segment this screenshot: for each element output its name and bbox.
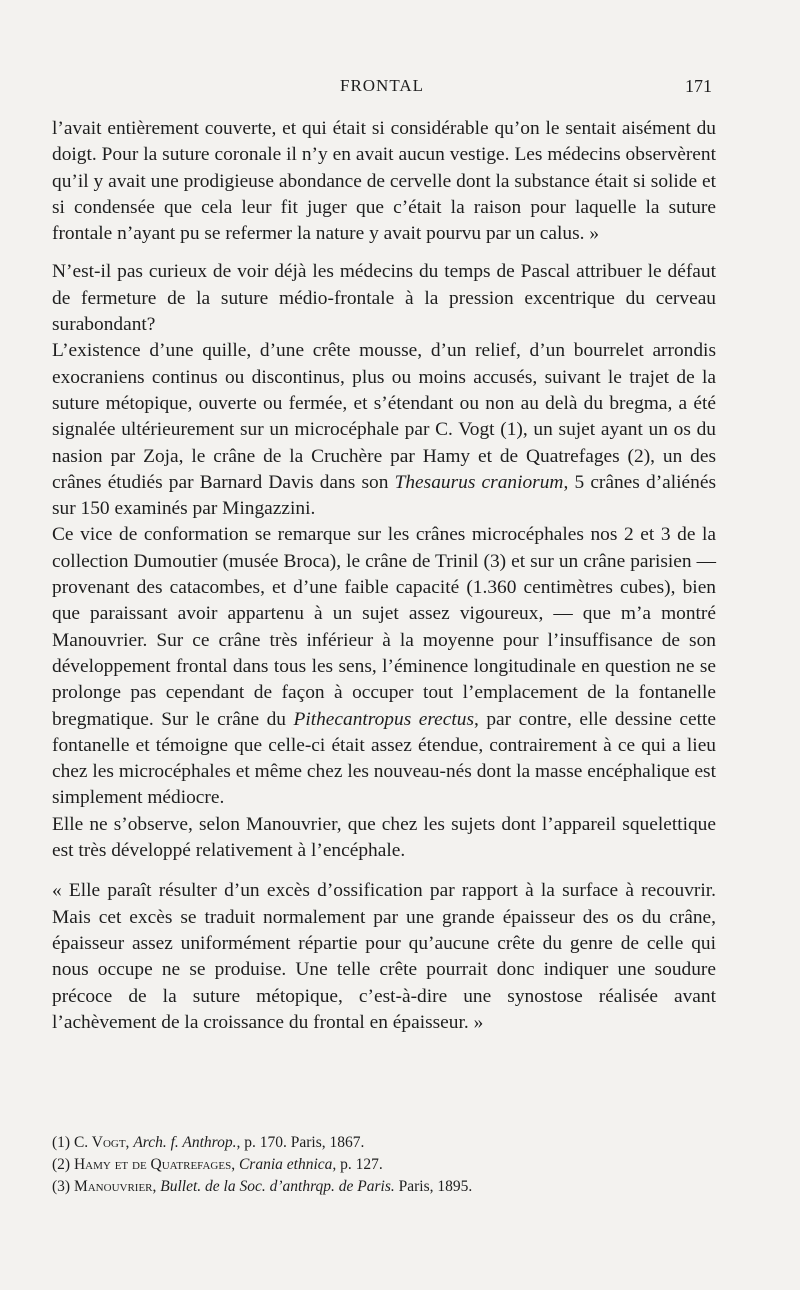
paragraph-3-text: L’existence d’une quille, d’une crête mousse, d’un relief, d’un bourrelet arrondis exocraniens continus ou discontinus, plus ou moins accusés, suivant le trajet de la suture métopique, ouverte ou fermée, et s’étendant ou non au delà du bregma, a été signalée ultérieurement sur un microcéphale par C. Vogt (1), un sujet ayant un os du nasion par Zoja, le crâne de la Cruchère par Hamy et de Quatrefages (2), un des crânes étudiés par Barnard Davis dans son [52, 340, 716, 493]
thesaurus-title: Thesaurus craniorum [394, 471, 564, 493]
footnote-1: (1) C. Vogt, Arch. f. Anthrop., p. 170. Paris, 1867. [52, 1134, 365, 1151]
paragraph-4-end: , par contre, elle dessine cette fontanelle et témoigne que celle-ci était assez étendue, contrairement à ce qui a lieu chez les microcéphales et même chez les nouveau-nés dont la masse encéphalique est simplement médiocre. [52, 708, 716, 809]
running-title: FRONTAL [339, 76, 425, 95]
footnotes [52, 1132, 716, 1198]
paragraph-4-text: Ce vice de conformation se remarque sur les crânes microcéphales nos 2 et 3 de la collection Dumoutier (musée Broca), le crâne de Trinil (3) et sur un crâne parisien — provenant des catacombes, et d’une faible capacité (1.360 centimètres cubes), bien que paraissant avoir appartenu à un sujet assez vigoureux, — que m’a montré Manouvrier. Sur ce crâne très inférieur à la moyenne pour l’insuffisance de son développement frontal dans tous les sens, l’éminence longitudinale en question ne se prolonge pas cependant de façon à occuper tout l’emplacement de la fontanelle bregmatique. Sur le crâne du [52, 524, 716, 730]
footnote-2: (2) Hamy et de Quatrefages, Crania ethnica, p. 127. [52, 1156, 383, 1173]
paragraph-3 [52, 338, 716, 522]
footnote-3: (3) Manouvrier, Bullet. de la Soc. d’anthrqp. de Paris. Paris, 1895. [52, 1178, 473, 1195]
paragraph-3-end: , 5 crânes d’aliénés sur 150 examinés par Mingazzini. [52, 471, 716, 520]
page-number: 171 [685, 76, 712, 96]
paragraph-2: N’est-il pas curieux de voir déjà les médecins du temps de Pascal attribuer le défaut de fermeture de la suture médio-frontale à la pression excentrique du cerveau surabondant? [52, 261, 716, 336]
paragraph-5: Elle ne s’observe, selon Manouvrier, que chez les sujets dont l’appareil squelettique est très développé relativement à l’encéphale. [52, 813, 716, 862]
pithecanthropus-title: Pithecantropus erectus [293, 708, 475, 730]
quote-paragraph: « Elle paraît résulter d’un excès d’ossification par rapport à la surface à recouvrir. Mais cet excès se traduit normalement par une grande épaisseur des os du crâne, épaisseur assez uniformément répartie pour qu’aucune crête du genre de celle qui nous occupe ne se produise. Une telle crête pourrait donc indiquer une soudure précoce de la suture métopique, c’est-à-dire une synostose réalisée avant l’achèvement de la croissance du frontal en épaisseur. » [52, 880, 716, 1033]
body-text [52, 116, 716, 1036]
paragraph-4 [52, 522, 716, 811]
running-header [52, 76, 712, 100]
paragraph-1: l’avait entièrement couverte, et qui était si considérable qu’on le sentait aisément du doigt. Pour la suture coronale il n’y en avait aucun vestige. Les médecins observèrent qu’il y avait une prodigieuse abondance de cervelle dont la substance était si solide et si condensée que cela leur fit juger que c’était la raison pour laquelle la suture frontale n’ayant pu se refermer la nature y avait pourvu par un calus. » [52, 118, 716, 245]
